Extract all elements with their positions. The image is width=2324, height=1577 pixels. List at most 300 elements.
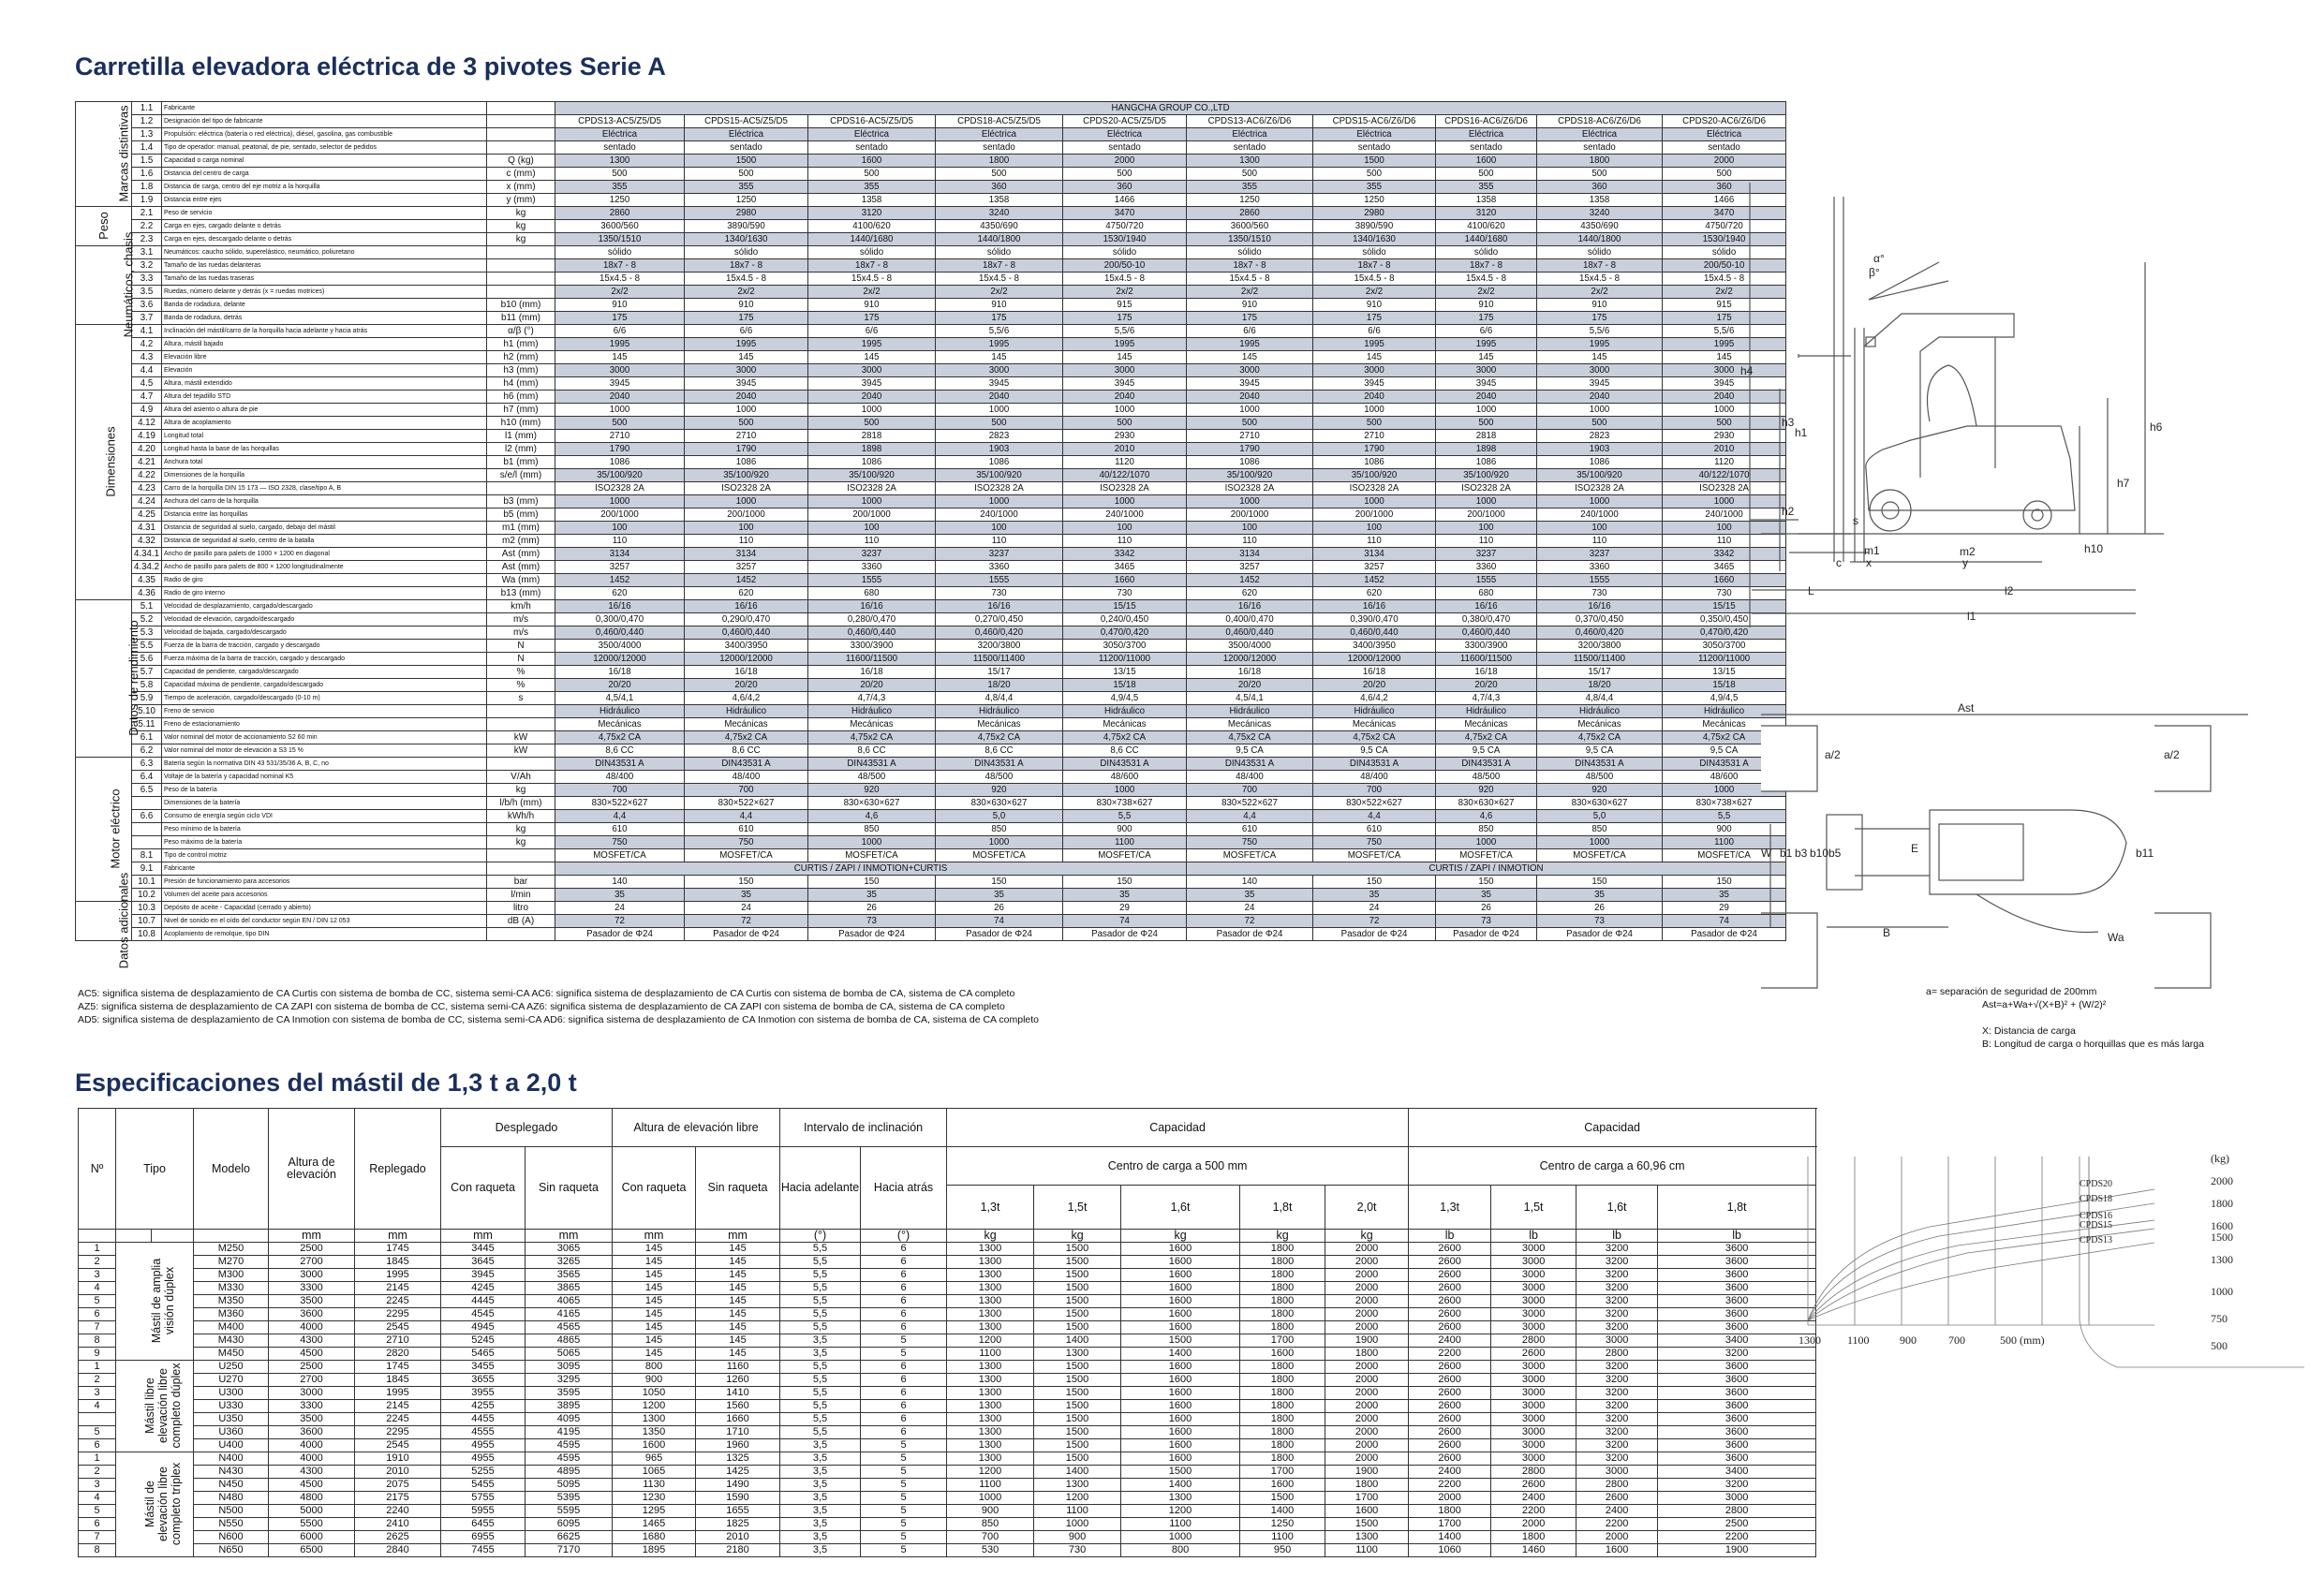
spec-cell: MOSFET/CA (1436, 849, 1537, 862)
mast-row-number: 6 (79, 1439, 116, 1452)
spec-row-number: 4.2 (132, 338, 162, 351)
label-b: B (1883, 926, 1891, 939)
spec-cell: 2x/2 (1063, 286, 1187, 299)
spec-cell: 2040 (1436, 391, 1537, 404)
spec-cell: 680 (1436, 587, 1537, 600)
spec-cell: DIN43531 A (555, 758, 685, 771)
mast-cell: 4500 (269, 1479, 355, 1492)
mast-cell: 1995 (355, 1269, 441, 1282)
mast-cell: 145 (613, 1243, 696, 1256)
mast-cell: 1660 (696, 1413, 780, 1426)
mast-row-number: 5 (79, 1505, 116, 1518)
spec-cell: 500 (1663, 417, 1786, 430)
mast-cell: 2400 (1409, 1334, 1491, 1348)
mast-row (79, 1269, 1816, 1282)
mast-cell: 3200 (1576, 1413, 1658, 1426)
mast-row (79, 1308, 1816, 1321)
mast-cell: 3500 (269, 1295, 355, 1308)
spec-row-unit: Q (kg) (487, 155, 555, 168)
spec-cell: 3000 (808, 364, 936, 377)
spec-cell: 1790 (1313, 443, 1436, 456)
spec-cell: sólido (1663, 246, 1786, 259)
spec-row (76, 889, 1786, 902)
spec-cell: 4,6/4,2 (1313, 692, 1436, 705)
spec-cell: 1086 (685, 456, 808, 469)
spec-cell: 150 (808, 876, 936, 889)
spec-cell: 3890/590 (1313, 220, 1436, 233)
spec-cell: 2x/2 (1187, 286, 1313, 299)
spec-group-label: Motor eléctrico (108, 788, 123, 869)
spec-cell: 1440/1680 (1436, 233, 1537, 246)
mast-cell: 3,5 (780, 1518, 861, 1531)
spec-cell: 3470 (1063, 207, 1187, 220)
spec-cell: 2040 (685, 391, 808, 404)
spec-row-number: 6.1 (132, 731, 162, 744)
spec-row (76, 181, 1786, 194)
spec-cell: sentado (1187, 141, 1313, 155)
mast-cell: 5,5 (780, 1413, 861, 1426)
spec-row-description: Ancho de pasillo para palets de 1000 × 1200 en diagonal (162, 548, 487, 561)
spec-row-description: Carro de la horquilla DIN 15 173 — ISO 2328, clase/tipo A, B (162, 482, 487, 495)
mast-cell: 1500 (1034, 1269, 1121, 1282)
mast-cell: 1500 (1034, 1308, 1121, 1321)
spec-cell: 240/1000 (1663, 508, 1786, 522)
spec-cell: 3000 (1313, 364, 1436, 377)
spec-cell: CPDS20-AC6/Z6/D6 (1663, 115, 1786, 128)
spec-row-number: 1.4 (132, 141, 162, 155)
label-h6: h6 (2150, 420, 2163, 434)
mast-cell: 3600 (1658, 1256, 1816, 1269)
mast-cell: 3200 (1576, 1452, 1658, 1466)
spec-cell: 0,300/0,470 (555, 613, 685, 626)
spec-row-description: Longitud total (162, 430, 487, 443)
spec-row-unit: l/min (487, 889, 555, 902)
spec-cell: 1903 (936, 443, 1063, 456)
mast-cell: 1200 (613, 1400, 696, 1413)
spec-row (76, 194, 1786, 207)
spec-cell: 11200/11000 (1063, 653, 1187, 666)
mast-cell: N600 (194, 1531, 269, 1544)
spec-cell: 3237 (1436, 548, 1537, 561)
spec-row-description: Presión de funcionamiento para accesorios (162, 876, 487, 889)
spec-row (76, 915, 1786, 928)
spec-cell: 830×630×627 (1436, 797, 1537, 810)
spec-cell: 910 (1436, 299, 1537, 312)
mast-cell: 2200 (1409, 1479, 1491, 1492)
mast-head-c6096: Centro de carga a 60,96 cm (1409, 1147, 1816, 1186)
mast-cell: 700 (947, 1531, 1034, 1544)
mast-cell: 5 (861, 1492, 947, 1505)
spec-row-description: Elevación libre (162, 351, 487, 364)
spec-row (76, 718, 1786, 731)
mast-cell: 1900 (1658, 1544, 1816, 1557)
spec-cell: 2980 (685, 207, 808, 220)
mast-cell: 2000 (1325, 1452, 1409, 1466)
spec-row-description: Freno de estacionamiento (162, 718, 487, 731)
mast-cell: 7170 (525, 1544, 613, 1557)
spec-cell: 0,390/0,470 (1313, 613, 1436, 626)
mast-cell: 2820 (355, 1348, 441, 1361)
spec-row-unit: α/β (°) (487, 325, 555, 338)
spec-cell: 4,75x2 CA (1537, 731, 1663, 744)
spec-cell: 240/1000 (1063, 508, 1187, 522)
mast-cell: 4255 (441, 1400, 525, 1413)
spec-cell: 150 (1063, 876, 1187, 889)
spec-cell: Pasador de Φ24 (1436, 928, 1537, 941)
mast-cell: 1300 (613, 1413, 696, 1426)
spec-cell: 3890/590 (685, 220, 808, 233)
spec-row-unit: h7 (mm) (487, 404, 555, 417)
spec-cell: 26 (936, 902, 1063, 915)
mast-cell: 2500 (1658, 1518, 1816, 1531)
spec-cell: 730 (1063, 587, 1187, 600)
spec-cell: 3360 (936, 561, 1063, 574)
label-b5: b5 (1828, 847, 1842, 860)
spec-cell: 1000 (1436, 404, 1537, 417)
mast-cell: 4895 (525, 1466, 613, 1479)
spec-cell: 0,290/0,470 (685, 613, 808, 626)
spec-cell: 1000 (1537, 404, 1663, 417)
mast-cell: 1800 (1240, 1243, 1325, 1256)
spec-cell: 9,5 CA (1663, 744, 1786, 758)
mast-cell: 2600 (1409, 1308, 1491, 1321)
mast-cell: 2010 (355, 1466, 441, 1479)
spec-row-unit: b10 (mm) (487, 299, 555, 312)
spec-cell: 15/17 (936, 666, 1063, 679)
spec-row-unit: dB (A) (487, 915, 555, 928)
spec-cell: MOSFET/CA (685, 849, 808, 862)
spec-row-description: Acoplamiento de remolque, tipo DIN (162, 928, 487, 941)
mast-cell: 2600 (1409, 1282, 1491, 1295)
spec-cell: 4,4 (685, 810, 808, 823)
spec-row-unit: Wa (mm) (487, 574, 555, 587)
spec-cell: sentado (1537, 141, 1663, 155)
spec-row-description: Valor nominal del motor de accionamiento S2 60 min (162, 731, 487, 744)
mast-cell: 1200 (947, 1466, 1034, 1479)
spec-cell: 500 (1663, 168, 1786, 181)
spec-row-unit: l/b/h (mm) (487, 797, 555, 810)
mast-cell: 1300 (947, 1361, 1034, 1374)
spec-cell: 1440/1800 (1537, 233, 1663, 246)
mast-cell: 4445 (441, 1295, 525, 1308)
formula-x: X: Distancia de carga (1982, 1025, 2076, 1037)
spec-row-number: 4.20 (132, 443, 162, 456)
spec-row-number: 8.1 (132, 849, 162, 862)
spec-row-number: 4.5 (132, 377, 162, 391)
spec-row-number: 4.4 (132, 364, 162, 377)
spec-cell: 35 (936, 889, 1063, 902)
spec-cell: 35/100/920 (1537, 469, 1663, 482)
spec-cell: 1995 (685, 338, 808, 351)
spec-group-label: Marcas distintivas (116, 105, 131, 202)
spec-row-description: Altura, mástil bajado (162, 338, 487, 351)
spec-cell: 500 (555, 168, 685, 181)
mast-row-number: 8 (79, 1544, 116, 1557)
mast-cell: 145 (696, 1256, 780, 1269)
mast-row-number: 8 (79, 1334, 116, 1348)
mast-cell: 2000 (1325, 1426, 1409, 1439)
spec-cell: 240/1000 (1537, 508, 1663, 522)
spec-row-number: 3.5 (132, 286, 162, 299)
mast-cell: 3200 (1576, 1387, 1658, 1400)
spec-cell: 1530/1940 (1063, 233, 1187, 246)
mast-cell: 3600 (1658, 1413, 1816, 1426)
spec-cell: 16/18 (808, 666, 936, 679)
mast-cell: 1100 (947, 1348, 1034, 1361)
spec-cell: 8,6 CC (685, 744, 808, 758)
mast-cell: 2000 (1325, 1308, 1409, 1321)
spec-row-description: Dimensiones de la batería (162, 797, 487, 810)
spec-cell: 2x/2 (1663, 286, 1786, 299)
mast-cell: 1130 (613, 1479, 696, 1492)
mast-row-number: 1 (79, 1243, 116, 1256)
spec-cell: 850 (1436, 823, 1537, 836)
spec-cell: 500 (936, 168, 1063, 181)
mast-cell: 1900 (1325, 1466, 1409, 1479)
spec-cell: 610 (1313, 823, 1436, 836)
mast-cell: 5,5 (780, 1400, 861, 1413)
mast-head-altura: Altura de elevación (269, 1109, 355, 1230)
spec-row-number: 4.22 (132, 469, 162, 482)
mast-cell: 3200 (1576, 1243, 1658, 1256)
spec-cell: Hidráulico (1537, 705, 1663, 718)
mast-head-libre-con: Con raqueta (613, 1147, 696, 1230)
spec-cell: ISO2328 2A (1436, 482, 1537, 495)
mast-cell: 4800 (269, 1492, 355, 1505)
mast-row (79, 1256, 1816, 1269)
mast-cell: 2545 (355, 1439, 441, 1452)
spec-cell: 35 (808, 889, 936, 902)
mast-cell: 3,5 (780, 1531, 861, 1544)
spec-cell: 100 (1436, 522, 1537, 535)
spec-group-label: Peso (96, 212, 111, 240)
spec-row-unit: Ast (mm) (487, 561, 555, 574)
mast-cell: 145 (613, 1269, 696, 1282)
spec-row-description: Tamaño de las ruedas delanteras (162, 259, 487, 273)
mast-cell: 1500 (1034, 1374, 1121, 1387)
spec-cell: 72 (1313, 915, 1436, 928)
spec-row-unit (487, 758, 555, 771)
spec-cell: 35/100/920 (555, 469, 685, 482)
mast-cell: 1745 (355, 1243, 441, 1256)
spec-cell: 1555 (1436, 574, 1537, 587)
spec-cell: Mecánicas (685, 718, 808, 731)
mast-cell: 1600 (1121, 1452, 1240, 1466)
mast-row-number: 5 (79, 1295, 116, 1308)
spec-cell: Pasador de Φ24 (1537, 928, 1663, 941)
mast-cell: 6 (861, 1256, 947, 1269)
mast-cell: 3000 (1491, 1256, 1576, 1269)
label-h10: h10 (2084, 542, 2104, 555)
mast-cell: 6 (861, 1243, 947, 1256)
mast-cell: 6 (861, 1308, 947, 1321)
spec-cell: 1000 (1063, 404, 1187, 417)
spec-cell: 13/15 (1663, 666, 1786, 679)
spec-cell: 48/600 (1663, 771, 1786, 784)
spec-cell: 16/18 (685, 666, 808, 679)
mast-cell: 4545 (441, 1308, 525, 1321)
spec-cell: 1903 (1537, 443, 1663, 456)
mast-cell: 1500 (1034, 1400, 1121, 1413)
spec-cell: 12000/12000 (1313, 653, 1436, 666)
spec-cell: 2040 (1187, 391, 1313, 404)
note-ac: AC5: significa sistema de desplazamiento de CA Curtis con sistema de bomba de CC, sistema semi-CA AC6: significa sistema de desplazamiento de CA Curtis con sistema de bomba de CA, sistema de CA completo (78, 988, 1015, 999)
spec-cell: ISO2328 2A (808, 482, 936, 495)
spec-row-unit (487, 482, 555, 495)
spec-cell: 1466 (1663, 194, 1786, 207)
mast-cell: 6 (861, 1413, 947, 1426)
mast-cell: 1500 (1240, 1492, 1325, 1505)
spec-cell: 910 (936, 299, 1063, 312)
mast-row (79, 1321, 1816, 1334)
spec-cell: 110 (1663, 535, 1786, 548)
side-view (1750, 183, 2164, 627)
spec-row-number: 1.6 (132, 168, 162, 181)
spec-cell: 2710 (685, 430, 808, 443)
spec-row-unit: bar (487, 876, 555, 889)
spec-cell: 920 (808, 784, 936, 797)
spec-cell: 18x7 - 8 (1436, 259, 1537, 273)
mast-cell: 950 (1240, 1544, 1325, 1557)
spec-row-unit (487, 128, 555, 141)
spec-cell: 2040 (808, 391, 936, 404)
spec-row-unit: h4 (mm) (487, 377, 555, 391)
spec-row (76, 784, 1786, 797)
mast-cell: 2175 (355, 1492, 441, 1505)
spec-row (76, 561, 1786, 574)
spec-row-number: 3.2 (132, 259, 162, 273)
spec-cell: Hidráulico (1313, 705, 1436, 718)
spec-row-description: Velocidad de elevación, cargado/descargado (162, 613, 487, 626)
spec-cell: 175 (808, 312, 936, 325)
mast-cell: U250 (194, 1361, 269, 1374)
spec-cell: 35 (1187, 889, 1313, 902)
spec-row-unit: h10 (mm) (487, 417, 555, 430)
spec-row-number: 10.8 (132, 928, 162, 941)
spec-cell: 6/6 (808, 325, 936, 338)
spec-row-number: 6.4 (132, 771, 162, 784)
spec-group (76, 600, 141, 758)
mast-cell: 145 (613, 1348, 696, 1361)
spec-cell: 1452 (685, 574, 808, 587)
spec-row-number: 2.2 (132, 220, 162, 233)
spec-row-unit: h2 (mm) (487, 351, 555, 364)
mast-cell: 1300 (1034, 1479, 1121, 1492)
spec-cell: 20/20 (685, 679, 808, 692)
mast-cell: 145 (696, 1282, 780, 1295)
mast-row-number: 1 (79, 1361, 116, 1374)
spec-cell: 16/16 (1537, 600, 1663, 613)
spec-cell: 1000 (555, 495, 685, 508)
mast-cell: 3400 (1658, 1334, 1816, 1348)
spec-row-unit: kWh/h (487, 810, 555, 823)
spec-cell: 3257 (1187, 561, 1313, 574)
mast-cell: 1590 (696, 1492, 780, 1505)
spec-cell: 1340/1630 (685, 233, 808, 246)
mast-cell: 6455 (441, 1518, 525, 1531)
spec-cell: 730 (1537, 587, 1663, 600)
spec-cell: 3342 (1063, 548, 1187, 561)
spec-cell: 730 (936, 587, 1063, 600)
spec-row-description: Tipo de operador: manual, peatonal, de pie, sentado, selector de pedidos (162, 141, 487, 155)
spec-row-number: 2.3 (132, 233, 162, 246)
spec-cell: 1452 (1313, 574, 1436, 587)
spec-cell: 850 (1537, 823, 1663, 836)
spec-cell: 4,75x2 CA (1313, 731, 1436, 744)
spec-cell: 35/100/920 (685, 469, 808, 482)
mast-cell: 1800 (1240, 1321, 1325, 1334)
spec-cell: 2040 (555, 391, 685, 404)
spec-cell: 74 (936, 915, 1063, 928)
mast-cell: 1600 (1121, 1243, 1240, 1256)
spec-row-unit: Ast (mm) (487, 548, 555, 561)
spec-cell: 11200/11000 (1663, 653, 1786, 666)
mast-cell: 5255 (441, 1466, 525, 1479)
mast-cell: 3945 (441, 1269, 525, 1282)
mast-head-capacidad-kg: Capacidad (947, 1109, 1409, 1147)
mast-cell: 3200 (1576, 1308, 1658, 1321)
spec-cell: CPDS18-AC6/Z6/D6 (1537, 115, 1663, 128)
mast-cell: N650 (194, 1544, 269, 1557)
spec-row-unit: kg (487, 823, 555, 836)
label-s: s (1853, 514, 1858, 527)
spec-cell: 1995 (1537, 338, 1663, 351)
spec-row (76, 128, 1786, 141)
mast-row (79, 1452, 1816, 1466)
spec-cell: 1800 (1537, 155, 1663, 168)
mast-head-modelo: Modelo (194, 1109, 269, 1230)
spec-cell: 1000 (808, 404, 936, 417)
spec-row-number: 1.5 (132, 155, 162, 168)
mast-cell: 3000 (1576, 1466, 1658, 1479)
mast-cell: 1425 (696, 1466, 780, 1479)
spec-cell: 35 (1537, 889, 1663, 902)
spec-row-unit: m2 (mm) (487, 535, 555, 548)
mast-cell: 1800 (1240, 1269, 1325, 1282)
spec-cell: 150 (1436, 876, 1537, 889)
mast-cell: 2000 (1325, 1400, 1409, 1413)
spec-cell: 700 (685, 784, 808, 797)
spec-cell: 1000 (1313, 495, 1436, 508)
spec-row-number: 5.11 (132, 718, 162, 731)
mast-unit: mm (613, 1230, 696, 1243)
spec-row-number: 5.9 (132, 692, 162, 705)
spec-cell: sólido (1063, 246, 1187, 259)
mast-cell: U270 (194, 1374, 269, 1387)
spec-row-number: 5.6 (132, 653, 162, 666)
mast-cell: U300 (194, 1387, 269, 1400)
spec-row-number: 5.2 (132, 613, 162, 626)
spec-cell: 1995 (1313, 338, 1436, 351)
spec-row-unit: N (487, 653, 555, 666)
mast-cell: 1300 (947, 1439, 1034, 1452)
spec-cell: 4,8/4,4 (936, 692, 1063, 705)
mast-cell: U330 (194, 1400, 269, 1413)
spec-row-number: 4.24 (132, 495, 162, 508)
spec-row (76, 168, 1786, 181)
spec-row-number: 6.5 (132, 784, 162, 797)
spec-cell: 620 (555, 587, 685, 600)
spec-cell: 20/20 (1313, 679, 1436, 692)
mast-cell: 3,5 (780, 1479, 861, 1492)
spec-cell: 2818 (808, 430, 936, 443)
mast-cell: 3000 (1491, 1361, 1576, 1374)
mast-row-number: 2 (79, 1374, 116, 1387)
mast-unit: kg (1240, 1230, 1325, 1243)
spec-row-unit: m1 (mm) (487, 522, 555, 535)
spec-cell: 24 (685, 902, 808, 915)
mast-cell: 4955 (441, 1439, 525, 1452)
